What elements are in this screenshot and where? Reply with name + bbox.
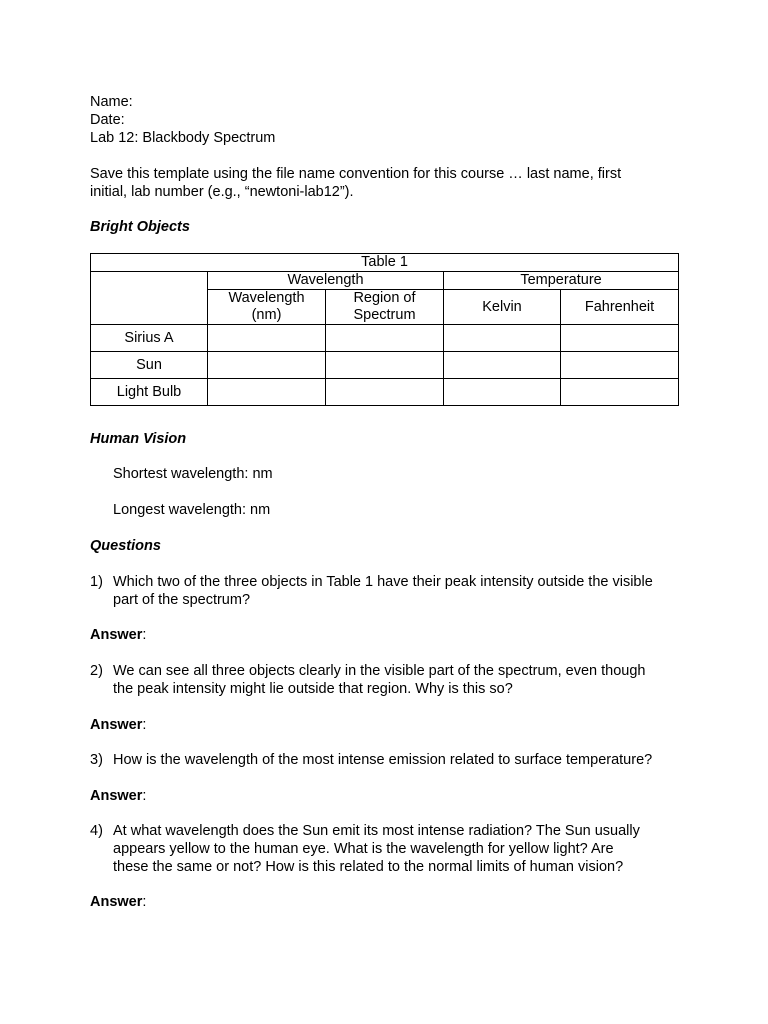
shortest-wavelength-line: Shortest wavelength: nm	[113, 466, 273, 482]
table-header-wavelength-nm-line2: (nm)	[251, 307, 282, 323]
table-header-fahrenheit: Fahrenheit	[561, 290, 679, 325]
question-number: 1)	[90, 574, 103, 590]
table-cell-input[interactable]	[208, 325, 326, 352]
bright-objects-heading: Bright Objects	[90, 219, 190, 235]
table-cell-input[interactable]	[326, 325, 444, 352]
question-text-line: We can see all three objects clearly in the visible part of the spectrum, even though	[113, 663, 646, 679]
table-row-label: Sun	[91, 352, 208, 379]
table-corner-cell	[91, 272, 208, 325]
table-header-region-line2: Spectrum	[353, 307, 416, 323]
question-text-line: these the same or not? How is this related to the normal limits of human vision?	[113, 859, 624, 875]
instructions-line-2: initial, lab number (e.g., “newtoni-lab12”).	[90, 184, 354, 200]
table-cell-input[interactable]	[444, 352, 561, 379]
table-row	[91, 379, 679, 406]
answer-3[interactable]	[90, 787, 146, 805]
answer-2[interactable]	[90, 716, 146, 734]
table-header-kelvin: Kelvin	[444, 290, 561, 325]
answer-colon: :	[142, 894, 147, 910]
answer-label: Answer	[90, 627, 143, 643]
answer-4[interactable]	[90, 893, 146, 911]
date-label: Date:	[90, 112, 125, 128]
question-number: 4)	[90, 823, 103, 839]
question-number: 2)	[90, 663, 103, 679]
table-header-wavelength-nm-line1: Wavelength	[228, 290, 305, 306]
instructions-line-1: Save this template using the file name convention for this course … last name, first	[90, 166, 622, 182]
table-header-region	[326, 290, 444, 325]
longest-wavelength-line: Longest wavelength: nm	[113, 502, 271, 518]
question-text-line: At what wavelength does the Sun emit its most intense radiation? The Sun usually	[113, 823, 640, 839]
table-row-label: Light Bulb	[91, 379, 208, 406]
table-title: Table 1	[91, 254, 679, 272]
table-cell-input[interactable]	[208, 379, 326, 406]
table-cell-input[interactable]	[561, 379, 679, 406]
table-row	[91, 352, 679, 379]
question-text-line: Which two of the three objects in Table 1 have their peak intensity outside the visible	[113, 574, 653, 590]
question-text-line: appears yellow to the human eye. What is the wavelength for yellow light? Are	[113, 841, 614, 857]
table-cell-input[interactable]	[444, 379, 561, 406]
question-text-line: part of the spectrum?	[113, 592, 251, 608]
lab-title: Lab 12: Blackbody Spectrum	[90, 130, 276, 146]
answer-colon: :	[142, 717, 147, 733]
table-cell-input[interactable]	[561, 352, 679, 379]
question-text-line: How is the wavelength of the most intense emission related to surface temperature?	[113, 752, 653, 768]
table-group-temperature: Temperature	[444, 272, 679, 290]
table-cell-input[interactable]	[326, 379, 444, 406]
question-text-line: the peak intensity might lie outside that region. Why is this so?	[113, 681, 513, 697]
question-text	[113, 822, 688, 876]
question-text	[113, 573, 688, 609]
questions-heading: Questions	[90, 538, 161, 554]
table-group-wavelength: Wavelength	[208, 272, 444, 290]
question-text	[113, 662, 688, 698]
table-header-wavelength-nm	[208, 290, 326, 325]
answer-colon: :	[142, 627, 147, 643]
question-number: 3)	[90, 752, 103, 768]
answer-label: Answer	[90, 894, 143, 910]
answer-label: Answer	[90, 717, 143, 733]
answer-colon: :	[142, 788, 147, 804]
table-1	[90, 253, 679, 406]
answer-1[interactable]	[90, 626, 146, 644]
question-text	[113, 751, 688, 769]
table-cell-input[interactable]	[208, 352, 326, 379]
table-header-region-line1: Region of	[353, 290, 416, 306]
table-cell-input[interactable]	[561, 325, 679, 352]
name-label: Name:	[90, 94, 133, 110]
table-cell-input[interactable]	[326, 352, 444, 379]
table-cell-input[interactable]	[444, 325, 561, 352]
human-vision-heading: Human Vision	[90, 431, 187, 447]
answer-label: Answer	[90, 788, 143, 804]
table-row	[91, 325, 679, 352]
table-row-label: Sirius A	[91, 325, 208, 352]
